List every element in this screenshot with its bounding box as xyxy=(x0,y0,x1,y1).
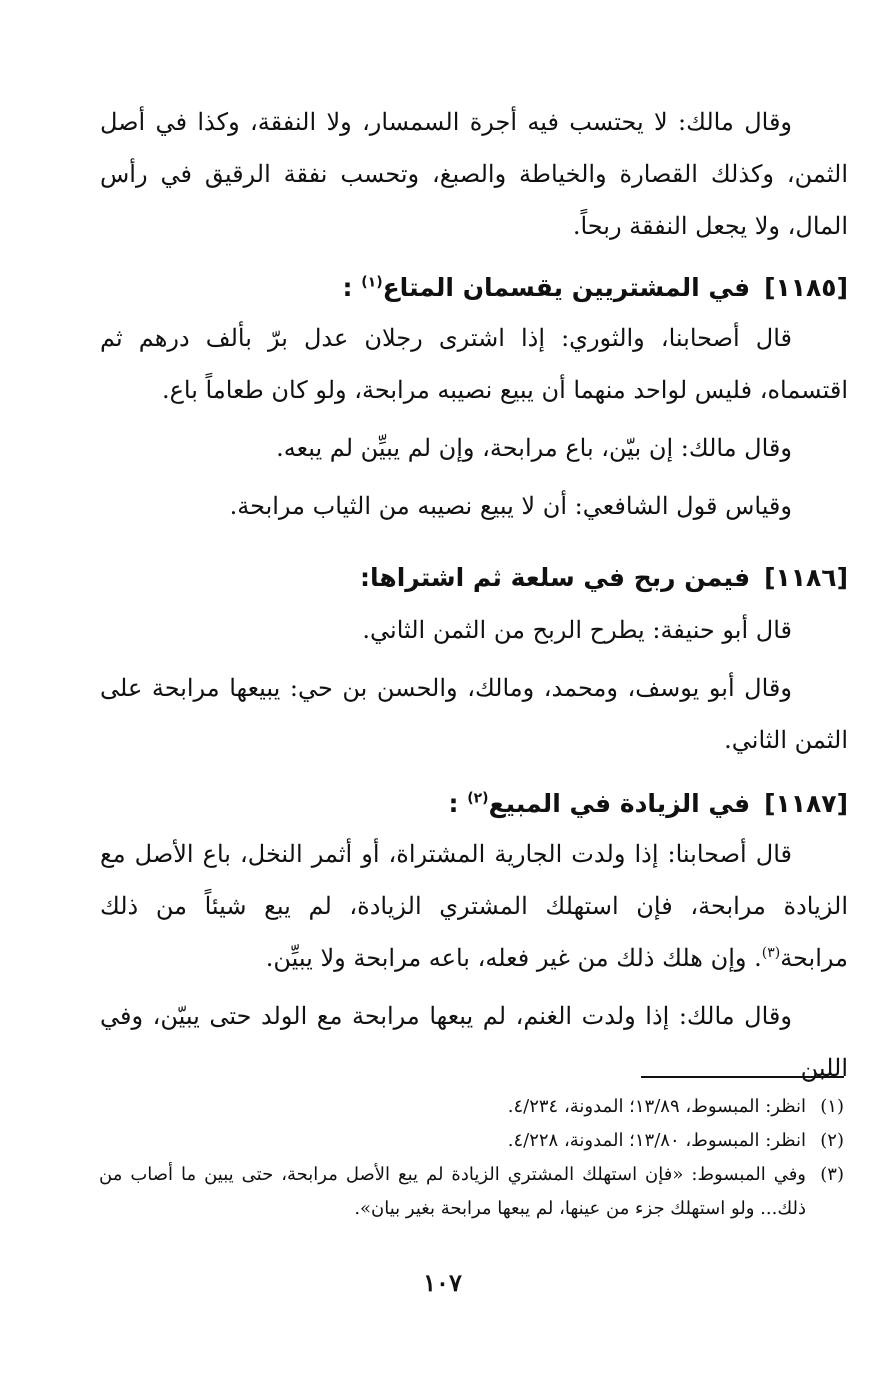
section-title: في الزيادة في المبيع xyxy=(488,789,751,818)
footnote-text: انظر: المبسوط، ١٣/٨٠؛ المدونة، ٤/٢٢٨. xyxy=(507,1130,806,1151)
paragraph: وقال مالك: إن بيّن، باع مرابحة، وإن لم يبيِّن لم يبعه. xyxy=(276,434,792,462)
footnote-marker: (٣) xyxy=(820,1164,844,1185)
footnote-item xyxy=(99,1090,844,1124)
paragraph: قال أصحابنا، والثوري: إذا اشترى رجلان عدل برّ بألف درهم ثم اقتسماه، فليس لواحد منهما أن يبيع نصيبه مرابحة، ولو كان طعاماً باع. xyxy=(100,324,848,404)
section-number: [١١٨٦] xyxy=(764,563,848,592)
footnote-item xyxy=(99,1124,844,1158)
paragraph xyxy=(100,828,848,984)
section-heading-1185 xyxy=(100,266,848,310)
page-number: ١٠٧ xyxy=(423,1268,462,1297)
heading-colon: : xyxy=(342,273,353,302)
paragraph: وقال أبو يوسف، ومحمد، ومالك، والحسن بن حي: يبيعها مرابحة على الثمن الثاني. xyxy=(100,674,848,754)
paragraph: وقال مالك: لا يحتسب فيه أجرة السمسار، ولا النفقة، وكذا في أصل الثمن، وكذلك القصارة والخياطة والصبغ، وتحسب نفقة الرقيق في رأس المال، ولا يجعل النفقة ربحاً. xyxy=(100,108,848,240)
paragraph-text: . وإن هلك ذلك من غير فعله، باعه مرابحة ولا يبيِّن. xyxy=(265,944,762,972)
paragraph: وقال مالك: إذا ولدت الغنم، لم يبعها مرابحة مع الولد حتى يبيّن، وفي اللبن xyxy=(100,1002,848,1082)
footnote-item xyxy=(99,1158,844,1226)
paragraph: قال أبو حنيفة: يطرح الربح من الثمن الثاني. xyxy=(362,616,792,644)
footnote-marker: (١) xyxy=(820,1096,844,1117)
section-number: [١١٨٥] xyxy=(764,273,848,302)
section-heading-1187 xyxy=(100,782,848,826)
section-number: [١١٨٧] xyxy=(764,789,848,818)
section-heading-1186 xyxy=(100,556,848,600)
paragraph: وقياس قول الشافعي: أن لا يبيع نصيبه من الثياب مرابحة. xyxy=(229,492,792,520)
footnote-text: انظر: المبسوط، ١٣/٨٩؛ المدونة، ٤/٢٣٤. xyxy=(507,1096,806,1117)
footnote-ref-2[interactable]: (٢) xyxy=(467,790,489,807)
footnote-ref-3[interactable]: (٣) xyxy=(761,945,781,961)
heading-colon: : xyxy=(448,789,459,818)
footnote-marker: (٢) xyxy=(820,1130,844,1151)
section-title: فيمن ربح في سلعة ثم اشتراها: xyxy=(360,563,751,592)
footnote-divider xyxy=(641,1076,844,1078)
paragraph-text: قال أصحابنا: إذا ولدت الجارية المشتراة، أو أثمر النخل، باع الأصل مع الزيادة مرابحة، فإن استهلك المشتري الزيادة، لم يبع شيئاً من ذلك مرابحة xyxy=(100,840,848,972)
main-text xyxy=(100,96,848,1094)
footnote-ref-1[interactable]: (١) xyxy=(361,274,383,291)
footnotes xyxy=(99,1090,844,1226)
section-title: في المشتريين يقسمان المتاع xyxy=(382,273,751,302)
footnote-text: وفي المبسوط: «فإن استهلك المشتري الزيادة لم يبع الأصل مرابحة، حتى يبين ما أصاب من ذلك... ولو استهلك جزء من عينها، لم يبعها مرابحة بغير بيان». xyxy=(99,1164,806,1219)
